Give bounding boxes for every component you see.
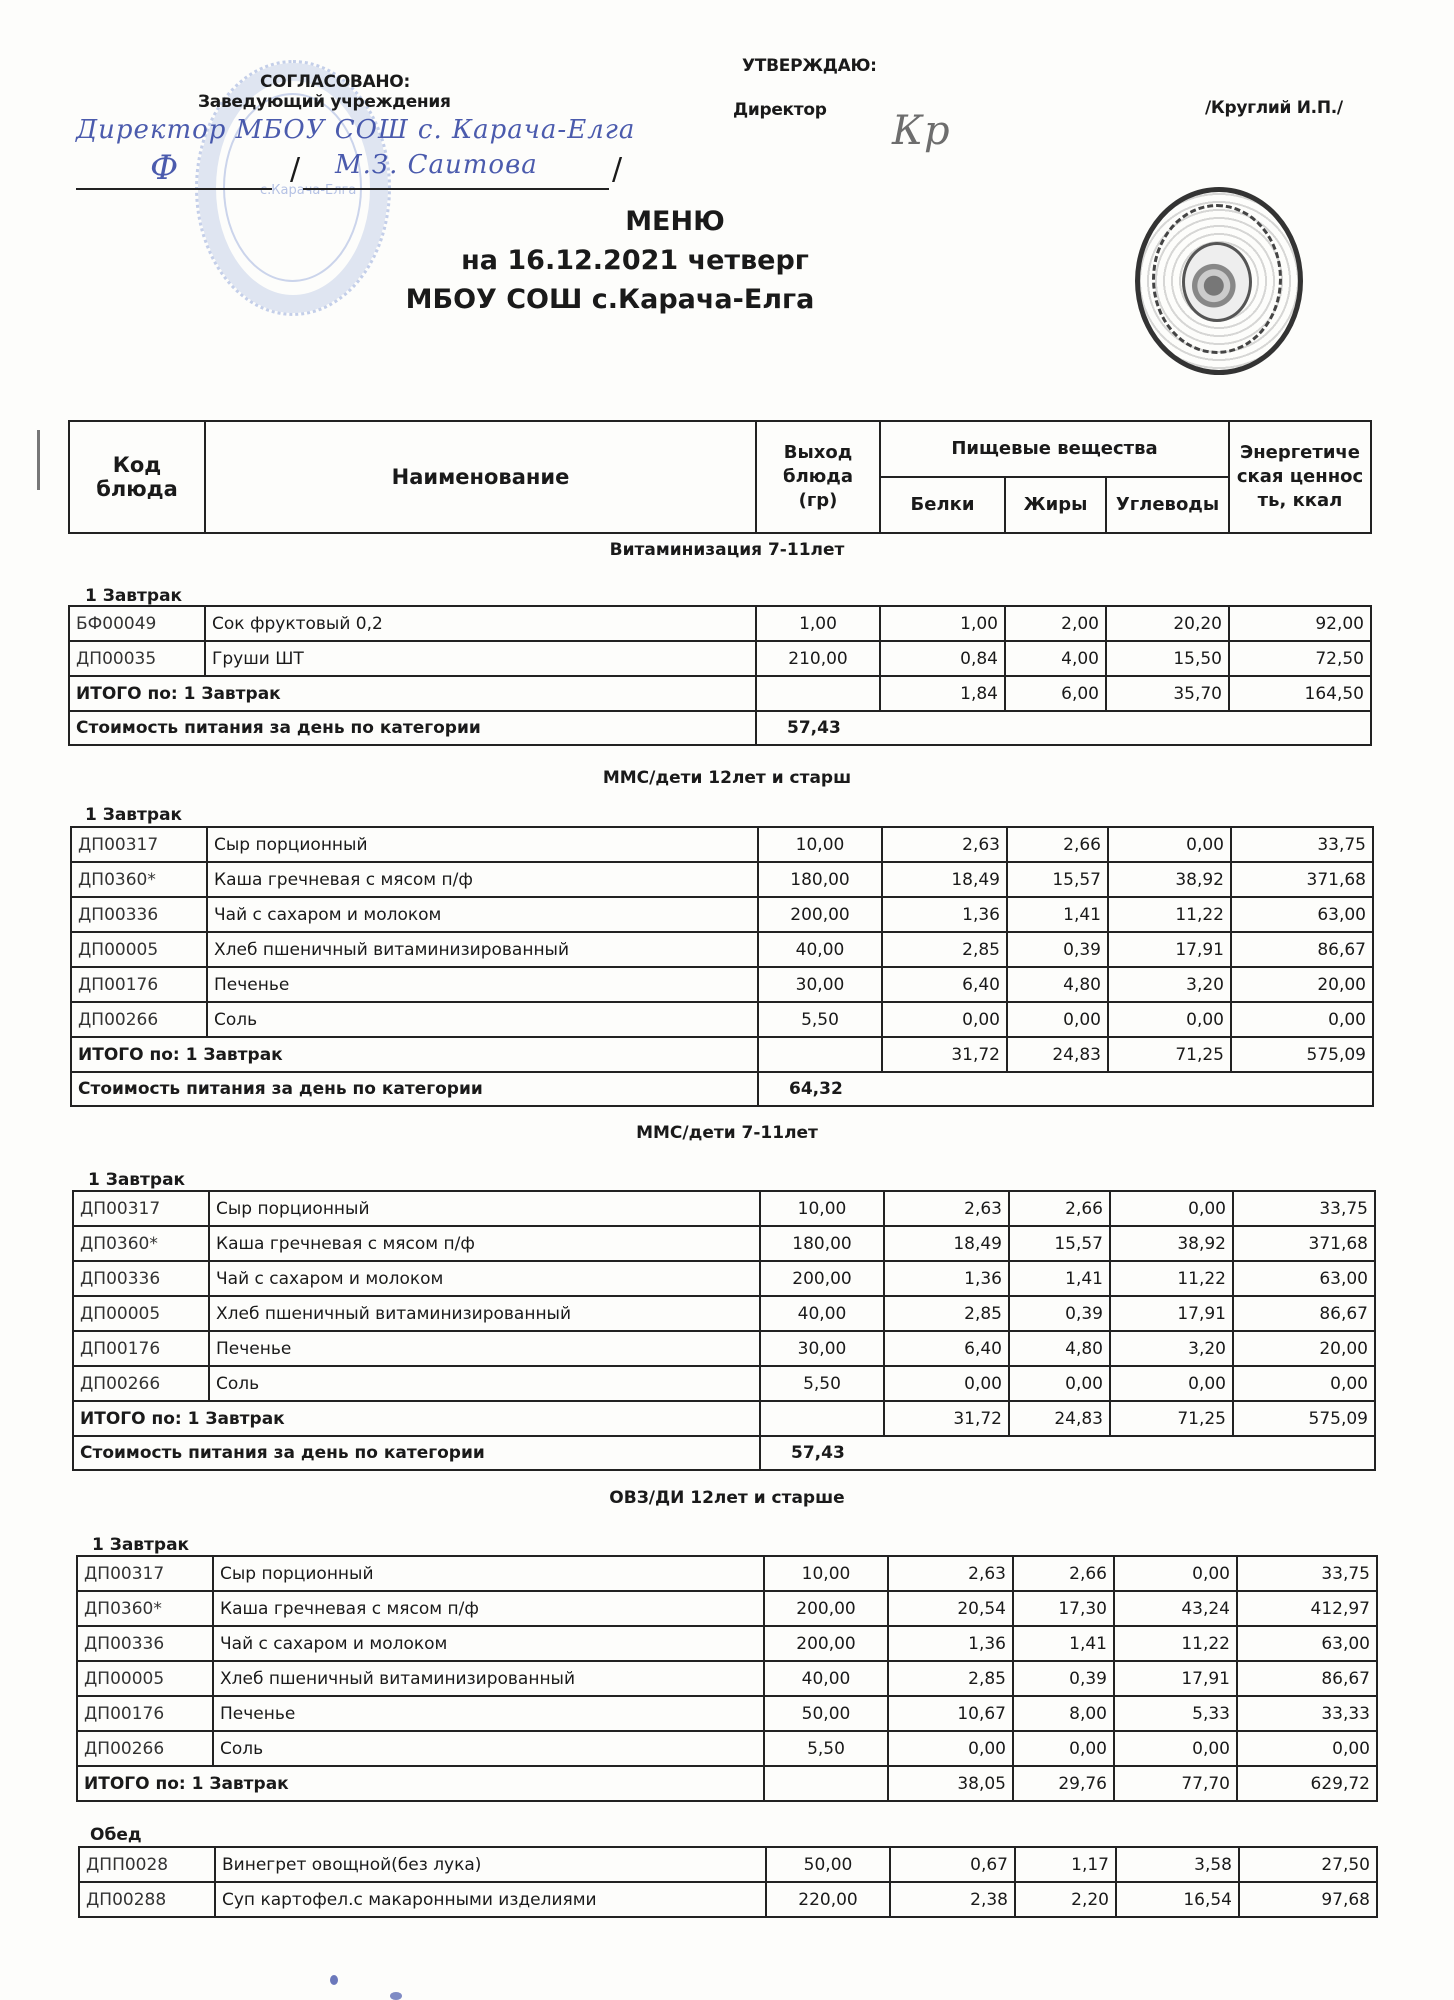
- dish-fat: 1,41: [1013, 1626, 1114, 1661]
- dish-fat: 0,39: [1013, 1661, 1114, 1696]
- dish-code: ДП00005: [77, 1661, 213, 1696]
- dish-yield: 10,00: [758, 827, 882, 862]
- agreed-title: СОГЛАСОВАНО:: [260, 72, 410, 92]
- agreed-role: Заведующий учреждения: [198, 92, 451, 112]
- approved-title: УТВЕРЖДАЮ:: [742, 56, 877, 76]
- dish-code: ДП00288: [79, 1882, 215, 1917]
- dish-carbs: 0,00: [1114, 1556, 1237, 1591]
- menu-table-header: [68, 420, 1372, 534]
- ink-mark: [330, 1975, 338, 1985]
- total-fat: 24,83: [1009, 1401, 1110, 1436]
- dish-fat: 2,20: [1015, 1882, 1116, 1917]
- dish-carbs: 5,33: [1114, 1696, 1237, 1731]
- dish-yield: 220,00: [766, 1882, 890, 1917]
- total-kcal: 575,09: [1231, 1037, 1373, 1072]
- dish-code: ДП00176: [73, 1331, 209, 1366]
- dish-carbs: 3,20: [1108, 967, 1231, 1002]
- cost-value: 57,43: [756, 711, 1371, 745]
- meal-label: Обед: [90, 1825, 142, 1845]
- dish-fat: 8,00: [1013, 1696, 1114, 1731]
- dish-name: Сыр порционный: [209, 1191, 760, 1226]
- dish-kcal: 20,00: [1233, 1331, 1375, 1366]
- dish-fat: 0,00: [1007, 1002, 1108, 1037]
- dish-fat: 0,39: [1009, 1296, 1110, 1331]
- dish-name: Соль: [213, 1731, 764, 1766]
- dish-yield: 10,00: [764, 1556, 888, 1591]
- approved-name: /Круглий И.П./: [1205, 98, 1343, 118]
- dish-carbs: 0,00: [1110, 1366, 1233, 1401]
- section-title: ММС/дети 7-11лет: [636, 1123, 818, 1143]
- total-yield-empty: [758, 1037, 882, 1072]
- table-row: [77, 1626, 1377, 1661]
- table-row: [73, 1261, 1375, 1296]
- dish-kcal: 72,50: [1229, 641, 1371, 676]
- dish-code: ДП00035: [69, 641, 205, 676]
- dish-yield: 180,00: [758, 862, 882, 897]
- total-yield-empty: [756, 676, 880, 711]
- menu-table-lunch: [78, 1846, 1378, 1918]
- document-date: на 16.12.2021 четверг: [461, 245, 809, 276]
- dish-yield: 40,00: [764, 1661, 888, 1696]
- col-header-name: Наименование: [205, 421, 756, 533]
- dish-name: Сыр порционный: [207, 827, 758, 862]
- dish-name: Каша гречневая с мясом п/ф: [209, 1226, 760, 1261]
- dish-name: Сыр порционный: [213, 1556, 764, 1591]
- col-header-fat: Жиры: [1005, 477, 1106, 533]
- dish-fat: 1,41: [1007, 897, 1108, 932]
- dish-protein: 2,63: [882, 827, 1007, 862]
- dish-fat: 2,66: [1013, 1556, 1114, 1591]
- director-signature: Кр: [892, 108, 951, 154]
- dish-kcal: 63,00: [1237, 1626, 1377, 1661]
- dish-name: Хлеб пшеничный витаминизированный: [207, 932, 758, 967]
- dish-name: Груши ШТ: [205, 641, 756, 676]
- total-carbs: 71,25: [1108, 1037, 1231, 1072]
- dish-kcal: 86,67: [1237, 1661, 1377, 1696]
- dish-kcal: 86,67: [1231, 932, 1373, 967]
- dish-carbs: 15,50: [1106, 641, 1229, 676]
- cost-label: Стоимость питания за день по категории: [69, 711, 756, 745]
- dish-protein: 2,38: [890, 1882, 1015, 1917]
- dish-yield: 180,00: [760, 1226, 884, 1261]
- total-kcal: 629,72: [1237, 1766, 1377, 1801]
- table-row: [69, 606, 1371, 641]
- meal-label: 1 Завтрак: [85, 586, 183, 606]
- dish-yield: 50,00: [764, 1696, 888, 1731]
- dish-code: ДП00317: [71, 827, 207, 862]
- dish-name: Каша гречневая с мясом п/ф: [213, 1591, 764, 1626]
- cost-label: Стоимость питания за день по категории: [73, 1436, 760, 1470]
- dish-fat: 2,00: [1005, 606, 1106, 641]
- dish-carbs: 17,91: [1108, 932, 1231, 967]
- dish-protein: 18,49: [884, 1226, 1009, 1261]
- dish-kcal: 371,68: [1233, 1226, 1375, 1261]
- table-row: [79, 1882, 1377, 1917]
- table-row: [69, 641, 1371, 676]
- col-header-protein: Белки: [880, 477, 1005, 533]
- dish-fat: 15,57: [1007, 862, 1108, 897]
- dish-name: Печенье: [213, 1696, 764, 1731]
- total-row: [69, 676, 1371, 711]
- dish-yield: 10,00: [760, 1191, 884, 1226]
- dish-name: Чай с сахаром и молоком: [213, 1626, 764, 1661]
- total-label: ИТОГО по: 1 Завтрак: [73, 1401, 760, 1436]
- table-row: [73, 1191, 1375, 1226]
- slash-left: /: [290, 152, 301, 187]
- dish-kcal: 27,50: [1239, 1847, 1377, 1882]
- section-title: ОВЗ/ДИ 12лет и старше: [609, 1488, 845, 1508]
- total-label: ИТОГО по: 1 Завтрак: [69, 676, 756, 711]
- dish-code: ДПП0028: [79, 1847, 215, 1882]
- dish-kcal: 86,67: [1233, 1296, 1375, 1331]
- total-kcal: 164,50: [1229, 676, 1371, 711]
- dish-kcal: 0,00: [1231, 1002, 1373, 1037]
- total-fat: 29,76: [1013, 1766, 1114, 1801]
- dish-protein: 2,63: [888, 1556, 1013, 1591]
- dish-kcal: 92,00: [1229, 606, 1371, 641]
- dish-protein: 0,84: [880, 641, 1005, 676]
- dish-protein: 6,40: [882, 967, 1007, 1002]
- total-protein: 1,84: [880, 676, 1005, 711]
- dish-fat: 4,80: [1007, 967, 1108, 1002]
- dish-yield: 1,00: [756, 606, 880, 641]
- table-row: [73, 1296, 1375, 1331]
- dish-protein: 0,00: [882, 1002, 1007, 1037]
- section-title: Витаминизация 7-11лет: [609, 540, 845, 560]
- dish-protein: 0,00: [884, 1366, 1009, 1401]
- agreed-name-line: [303, 188, 609, 190]
- dish-yield: 200,00: [764, 1591, 888, 1626]
- dish-yield: 5,50: [758, 1002, 882, 1037]
- dish-carbs: 0,00: [1110, 1191, 1233, 1226]
- col-header-code: Код блюда: [69, 421, 205, 533]
- dish-kcal: 33,75: [1233, 1191, 1375, 1226]
- dish-protein: 2,85: [888, 1661, 1013, 1696]
- dish-carbs: 11,22: [1110, 1261, 1233, 1296]
- slash-right: /: [612, 152, 623, 187]
- dish-carbs: 17,91: [1114, 1661, 1237, 1696]
- col-header-energy: Энергетическая ценность, ккал: [1229, 421, 1371, 533]
- dish-name: Чай с сахаром и молоком: [207, 897, 758, 932]
- dish-yield: 5,50: [760, 1366, 884, 1401]
- total-label: ИТОГО по: 1 Завтрак: [71, 1037, 758, 1072]
- menu-table-section-4: [76, 1555, 1378, 1802]
- dish-protein: 1,36: [882, 897, 1007, 932]
- col-header-yield: Выход блюда (гр): [756, 421, 880, 533]
- dish-kcal: 0,00: [1237, 1731, 1377, 1766]
- dish-protein: 0,00: [888, 1731, 1013, 1766]
- dish-name: Каша гречневая с мясом п/ф: [207, 862, 758, 897]
- dish-name: Чай с сахаром и молоком: [209, 1261, 760, 1296]
- total-carbs: 77,70: [1114, 1766, 1237, 1801]
- section-title: ММС/дети 12лет и старш: [602, 768, 852, 788]
- dish-carbs: 0,00: [1108, 1002, 1231, 1037]
- dish-name: Суп картофел.с макаронными изделиями: [215, 1882, 766, 1917]
- dish-fat: 0,39: [1007, 932, 1108, 967]
- dish-kcal: 63,00: [1233, 1261, 1375, 1296]
- col-header-carbs: Углеводы: [1106, 477, 1229, 533]
- dish-kcal: 33,33: [1237, 1696, 1377, 1731]
- dish-code: ДП00266: [77, 1731, 213, 1766]
- total-yield-empty: [764, 1766, 888, 1801]
- dish-name: Соль: [207, 1002, 758, 1037]
- dish-fat: 1,17: [1015, 1847, 1116, 1882]
- cost-row: [71, 1072, 1373, 1106]
- menu-table-section-2: [70, 826, 1374, 1107]
- dish-yield: 50,00: [766, 1847, 890, 1882]
- dish-protein: 20,54: [888, 1591, 1013, 1626]
- dish-carbs: 43,24: [1114, 1591, 1237, 1626]
- total-carbs: 35,70: [1106, 676, 1229, 711]
- total-yield-empty: [760, 1401, 884, 1436]
- total-fat: 6,00: [1005, 676, 1106, 711]
- total-fat: 24,83: [1007, 1037, 1108, 1072]
- dish-fat: 0,00: [1009, 1366, 1110, 1401]
- dish-yield: 30,00: [760, 1331, 884, 1366]
- dish-carbs: 0,00: [1108, 827, 1231, 862]
- table-row: [77, 1591, 1377, 1626]
- table-row: [73, 1331, 1375, 1366]
- dish-kcal: 412,97: [1237, 1591, 1377, 1626]
- meal-label: 1 Завтрак: [85, 805, 183, 825]
- table-row: [77, 1661, 1377, 1696]
- total-protein: 31,72: [882, 1037, 1007, 1072]
- total-kcal: 575,09: [1233, 1401, 1375, 1436]
- dish-protein: 6,40: [884, 1331, 1009, 1366]
- dish-fat: 2,66: [1009, 1191, 1110, 1226]
- dish-protein: 1,36: [888, 1626, 1013, 1661]
- dish-fat: 0,00: [1013, 1731, 1114, 1766]
- dish-yield: 40,00: [758, 932, 882, 967]
- dish-code: ДП00317: [73, 1191, 209, 1226]
- total-row: [71, 1037, 1373, 1072]
- dish-code: ДП0360*: [77, 1591, 213, 1626]
- dish-carbs: 0,00: [1114, 1731, 1237, 1766]
- total-protein: 38,05: [888, 1766, 1013, 1801]
- dish-carbs: 16,54: [1116, 1882, 1239, 1917]
- cost-row: [73, 1436, 1375, 1470]
- dish-code: ДП00317: [77, 1556, 213, 1591]
- dish-protein: 2,85: [884, 1296, 1009, 1331]
- table-row: [77, 1556, 1377, 1591]
- dish-code: ДП00266: [73, 1366, 209, 1401]
- agreed-signature-mark: Ф: [150, 148, 180, 188]
- table-row: [71, 932, 1373, 967]
- table-row: [71, 897, 1373, 932]
- dish-code: ДП00005: [71, 932, 207, 967]
- dish-yield: 200,00: [764, 1626, 888, 1661]
- dish-protein: 10,67: [888, 1696, 1013, 1731]
- dish-kcal: 97,68: [1239, 1882, 1377, 1917]
- table-row: [77, 1731, 1377, 1766]
- dish-name: Печенье: [209, 1331, 760, 1366]
- dish-carbs: 11,22: [1114, 1626, 1237, 1661]
- approved-role: Директор: [733, 100, 827, 120]
- blue-stamp-text: с.Карача-Елга: [260, 183, 357, 198]
- total-carbs: 71,25: [1110, 1401, 1233, 1436]
- table-row: [71, 1002, 1373, 1037]
- ink-mark: [390, 1992, 402, 2000]
- dish-yield: 200,00: [758, 897, 882, 932]
- dish-carbs: 38,92: [1108, 862, 1231, 897]
- dish-carbs: 3,20: [1110, 1331, 1233, 1366]
- dish-fat: 1,41: [1009, 1261, 1110, 1296]
- dish-yield: 210,00: [756, 641, 880, 676]
- meal-label: 1 Завтрак: [92, 1535, 190, 1555]
- dish-fat: 4,00: [1005, 641, 1106, 676]
- dish-kcal: 0,00: [1233, 1366, 1375, 1401]
- total-label: ИТОГО по: 1 Завтрак: [77, 1766, 764, 1801]
- document-title: МЕНЮ: [625, 206, 725, 237]
- total-row: [77, 1766, 1377, 1801]
- dish-carbs: 38,92: [1110, 1226, 1233, 1261]
- dish-code: ДП00336: [73, 1261, 209, 1296]
- school-name: МБОУ СОШ с.Карача-Елга: [405, 284, 815, 315]
- agreed-signature-line: [76, 188, 272, 190]
- table-row: [73, 1366, 1375, 1401]
- dish-fat: 2,66: [1007, 827, 1108, 862]
- dish-protein: 0,67: [890, 1847, 1015, 1882]
- dish-fat: 17,30: [1013, 1591, 1114, 1626]
- dish-code: ДП00005: [73, 1296, 209, 1331]
- dish-yield: 30,00: [758, 967, 882, 1002]
- table-row: [71, 967, 1373, 1002]
- dish-carbs: 20,20: [1106, 606, 1229, 641]
- cost-value: 64,32: [758, 1072, 1373, 1106]
- dish-name: Хлеб пшеничный витаминизированный: [213, 1661, 764, 1696]
- dish-fat: 4,80: [1009, 1331, 1110, 1366]
- total-protein: 31,72: [884, 1401, 1009, 1436]
- dish-carbs: 3,58: [1116, 1847, 1239, 1882]
- menu-table-section-3: [72, 1190, 1376, 1471]
- dish-protein: 1,00: [880, 606, 1005, 641]
- table-row: [71, 862, 1373, 897]
- dish-protein: 1,36: [884, 1261, 1009, 1296]
- dish-protein: 2,63: [884, 1191, 1009, 1226]
- official-seal: [1135, 187, 1303, 375]
- dish-kcal: 33,75: [1237, 1556, 1377, 1591]
- dish-code: ДП00336: [77, 1626, 213, 1661]
- scan-margin-mark: [37, 430, 40, 490]
- cost-row: [69, 711, 1371, 745]
- dish-yield: 40,00: [760, 1296, 884, 1331]
- table-row: [73, 1226, 1375, 1261]
- dish-name: Соль: [209, 1366, 760, 1401]
- dish-yield: 5,50: [764, 1731, 888, 1766]
- dish-protein: 18,49: [882, 862, 1007, 897]
- dish-protein: 2,85: [882, 932, 1007, 967]
- cost-label: Стоимость питания за день по категории: [71, 1072, 758, 1106]
- total-row: [73, 1401, 1375, 1436]
- dish-code: ДП00266: [71, 1002, 207, 1037]
- table-row: [79, 1847, 1377, 1882]
- dish-carbs: 17,91: [1110, 1296, 1233, 1331]
- dish-code: ДП00176: [71, 967, 207, 1002]
- dish-kcal: 33,75: [1231, 827, 1373, 862]
- table-row: [71, 827, 1373, 862]
- dish-kcal: 371,68: [1231, 862, 1373, 897]
- dish-name: Винегрет овощной(без лука): [215, 1847, 766, 1882]
- dish-name: Хлеб пшеничный витаминизированный: [209, 1296, 760, 1331]
- table-row: [77, 1696, 1377, 1731]
- dish-yield: 200,00: [760, 1261, 884, 1296]
- dish-carbs: 11,22: [1108, 897, 1231, 932]
- col-header-nutrients: Пищевые вещества: [880, 421, 1229, 477]
- dish-code: ДП00336: [71, 897, 207, 932]
- meal-label: 1 Завтрак: [88, 1170, 186, 1190]
- dish-code: ДП0360*: [73, 1226, 209, 1261]
- dish-kcal: 63,00: [1231, 897, 1373, 932]
- dish-kcal: 20,00: [1231, 967, 1373, 1002]
- dish-fat: 15,57: [1009, 1226, 1110, 1261]
- dish-name: Сок фруктовый 0,2: [205, 606, 756, 641]
- dish-code: БФ00049: [69, 606, 205, 641]
- dish-name: Печенье: [207, 967, 758, 1002]
- handwritten-position: Директор МБОУ СОШ с. Карача-Елга: [76, 115, 636, 145]
- handwritten-name: М.З. Саитова: [335, 150, 538, 180]
- menu-table-section-1: [68, 605, 1372, 746]
- dish-code: ДП0360*: [71, 862, 207, 897]
- cost-value: 57,43: [760, 1436, 1375, 1470]
- dish-code: ДП00176: [77, 1696, 213, 1731]
